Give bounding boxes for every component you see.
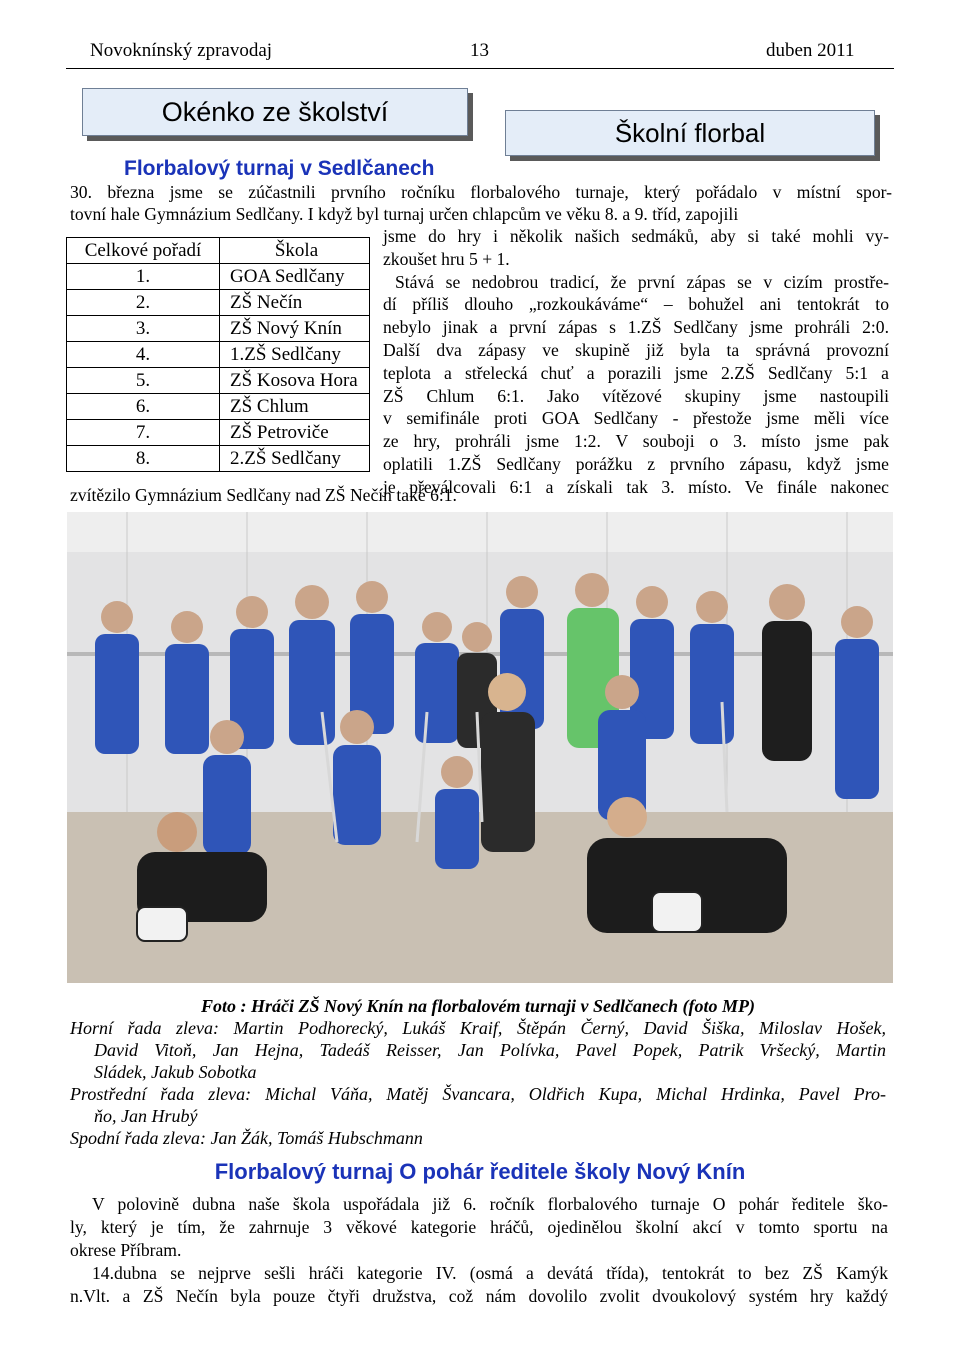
text-line: ly, který je tím, že zahrnuje 3 věkové kategorie hráčů, ojedinělou školní akcí v tomto sportu na — [70, 1217, 888, 1237]
caption-line: Sládek, Jakub Sobotka — [94, 1062, 257, 1082]
table-row — [67, 290, 370, 316]
header-cell-school: Škola — [220, 238, 370, 264]
team-photo — [67, 512, 893, 983]
school-cell: GOA Sedlčany — [220, 264, 370, 290]
text-line: zvítězilo Gymnázium Sedlčany nad ZŠ Nečín také 6:1. — [70, 485, 457, 505]
photo-caption — [70, 995, 886, 1149]
text-line: Další dva zápasy ve skupině již byla ta správná provozní — [383, 339, 889, 360]
school-cell: ZŠ Nečín — [220, 290, 370, 316]
article1-title: Florbalový turnaj v Sedlčanech — [124, 157, 435, 180]
publication-name: Novoknínský zpravodaj — [90, 40, 273, 61]
team-photo-illustration — [67, 512, 893, 983]
rank-cell: 1. — [67, 264, 220, 290]
school-cell: ZŠ Petroviče — [220, 420, 370, 446]
section-banner-skolni-florbal-label: Školní florbal — [614, 117, 766, 148]
article1-closing — [70, 484, 892, 506]
text-line: oplatili 1.ZŠ Sedlčany porážku z prvního zápasu, když jsme — [383, 453, 889, 474]
caption-line: Horní řada zleva: Martin Podhorecký, Lukáš Kraif, Štěpán Černý, David Šiška, Miloslav Hošek, — [70, 1018, 886, 1038]
text-line: n.Vlt. a ZŠ Nečín byla pouze čtyři družstva, což nám dovolilo zvolit dvoukolový systém hry každý — [70, 1286, 888, 1306]
text-line: nebylo jinak a první zápas s 1.ZŠ Sedlčany jsme prohráli 2:0. — [383, 317, 889, 338]
school-cell: 2.ZŠ Sedlčany — [220, 446, 370, 472]
header-rule — [66, 68, 894, 69]
text-line: 30. března jsme se zúčastnili prvního ročníku florbalového turnaje, který pořádalo v místní spor- — [70, 182, 892, 202]
text-line: 14.dubna se nejprve sešli hráči kategorie IV. (osmá a devátá třída), tentokrát to bez ZŠ Kamýk — [92, 1263, 888, 1283]
caption-line: Spodní řada zleva: Jan Žák, Tomáš Hubschmann — [70, 1128, 423, 1148]
school-cell: ZŠ Kosova Hora — [220, 368, 370, 394]
rank-cell: 6. — [67, 394, 220, 420]
caption-line: David Vitoň, Jan Hejna, Tadeáš Reisser, Jan Polívka, Pavel Popek, Patrik Vršecký, Martin — [94, 1040, 886, 1060]
header-cell-rank: Celkové pořadí — [67, 238, 220, 264]
text-line: ze hry, prohráli jsme 1:2. V souboji o 3. místo jsme pak — [383, 431, 889, 452]
table-header-row — [67, 238, 370, 264]
page-number: 13 — [470, 40, 489, 61]
results-table — [66, 237, 370, 472]
text-line: teplota a střelecká chuť a porazili jsme 2.ZŠ Sedlčany 5:1 a — [383, 362, 889, 383]
issue-date: duben 2011 — [766, 40, 855, 61]
section-banner-okenko — [82, 88, 468, 136]
school-cell: ZŠ Chlum — [220, 394, 370, 420]
section-banner-skolni-florbal — [505, 110, 875, 156]
school-cell: ZŠ Nový Knín — [220, 316, 370, 342]
caption-line: ňo, Jan Hrubý — [94, 1106, 198, 1126]
article1-intro — [70, 181, 892, 225]
text-line: okrese Příbram. — [70, 1240, 182, 1260]
school-cell: 1.ZŠ Sedlčany — [220, 342, 370, 368]
rank-cell: 2. — [67, 290, 220, 316]
rank-cell: 3. — [67, 316, 220, 342]
table-row — [67, 316, 370, 342]
table-row — [67, 420, 370, 446]
article1-right-column — [383, 225, 889, 499]
text-line: zkoušet hru 5 + 1. — [383, 248, 510, 269]
text-line: tovní hale Gymnázium Sedlčany. I když byl turnaj určen chlapcům ve věku 8. a 9. tříd, zapojili — [70, 204, 739, 224]
text-line: ZŠ Chlum 6:1. Jako vítězové skupiny jsme nastoupili — [383, 385, 889, 406]
rank-cell: 7. — [67, 420, 220, 446]
text-line: je převálcovali 6:1 a získali tak 3. místo. Ve finále nakonec — [383, 476, 889, 497]
article2-title: Florbalový turnaj O pohár ředitele školy Nový Knín — [214, 1159, 746, 1184]
table-row — [67, 446, 370, 472]
section-banner-okenko-label: Okénko ze školství — [161, 96, 389, 127]
rank-cell: 4. — [67, 342, 220, 368]
table-row — [67, 368, 370, 394]
photo-caption-title: Foto : Hráči ZŠ Nový Knín na florbalovém turnaji v Sedlčanech (foto MP) — [201, 996, 755, 1016]
table-row — [67, 342, 370, 368]
article2-body — [70, 1193, 888, 1308]
text-line: V polovině dubna naše škola uspořádala již 6. ročník florbalového turnaje O pohár ředitele ško- — [92, 1194, 888, 1214]
rank-cell: 5. — [67, 368, 220, 394]
text-line: Stává se nedobrou tradicí, že první zápas se v cizím prostře- — [395, 271, 889, 292]
text-line: dí příliš dlouho „rozkoukáváme“ – bohužel ani tentokrát to — [383, 294, 889, 315]
table-row — [67, 264, 370, 290]
rank-cell: 8. — [67, 446, 220, 472]
caption-line: Prostřední řada zleva: Michal Váňa, Matěj Švancara, Oldřich Kupa, Michal Hrdinka, Pavel Pro- — [70, 1084, 886, 1104]
table-row — [67, 394, 370, 420]
text-line: v semifinále proti GOA Sedlčany - přestože jsme měli více — [383, 408, 889, 429]
text-line: jsme do hry i několik našich sedmáků, aby si také mohli vy- — [383, 226, 889, 246]
